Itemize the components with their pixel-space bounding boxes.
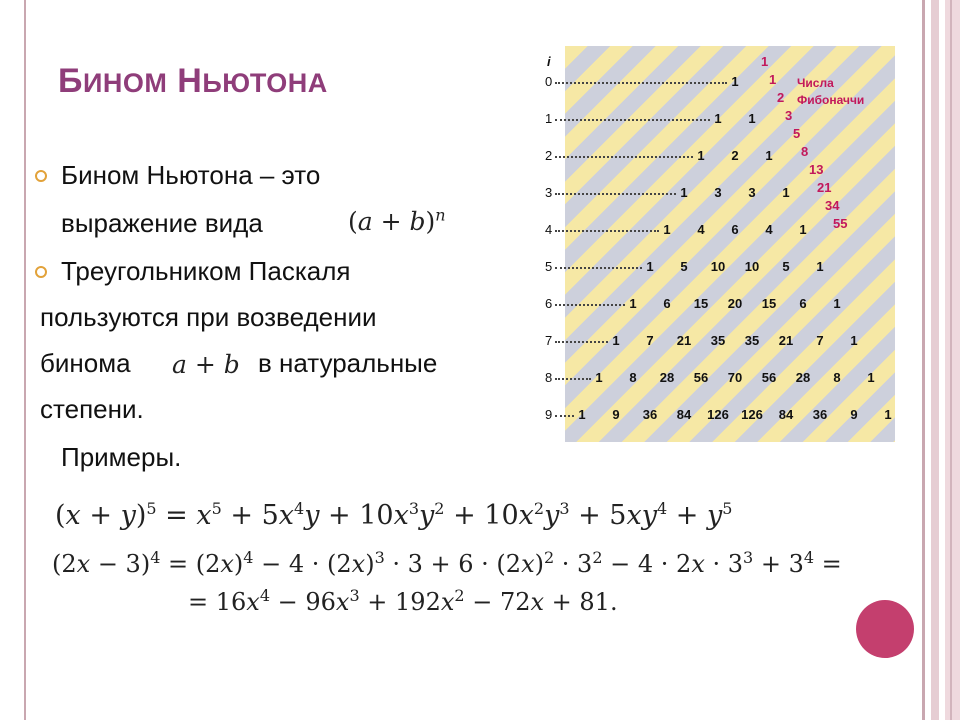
dotted-leader xyxy=(555,341,608,343)
bullet2-line2: пользуются при возведении xyxy=(40,302,377,332)
pascal-number: 4 xyxy=(765,222,773,237)
slide-title xyxy=(58,62,328,101)
examples-label: Примеры. xyxy=(61,442,182,472)
pascal-number: 1 xyxy=(884,407,892,422)
row-index: 9 xyxy=(545,407,553,422)
pascal-number: 1 xyxy=(714,111,722,126)
pascal-number: 1 xyxy=(629,296,637,311)
dotted-leader xyxy=(555,267,642,269)
row-index-header: i xyxy=(547,54,551,69)
bullet2-line3-binom: бинома xyxy=(40,348,131,378)
pascal-number: 1 xyxy=(765,148,773,163)
fibonacci-number: 1 xyxy=(761,54,769,69)
bullet-icon xyxy=(35,170,47,182)
frame-line-right-outer xyxy=(950,0,952,720)
row-index: 4 xyxy=(545,222,553,237)
pascal-number: 35 xyxy=(744,333,760,348)
pascal-number: 21 xyxy=(676,333,692,348)
bullet2-line3-natural: в натуральные xyxy=(258,348,438,378)
fibonacci-number: 21 xyxy=(817,180,832,195)
row-index: 8 xyxy=(545,370,553,385)
pascal-number: 10 xyxy=(744,259,760,274)
bullet-icon xyxy=(35,266,47,278)
pascal-number: 84 xyxy=(676,407,692,422)
dotted-leader xyxy=(555,230,659,232)
pascal-number: 6 xyxy=(663,296,671,311)
title-cap-1: Б xyxy=(58,62,83,100)
pascal-number: 1 xyxy=(595,370,603,385)
row-index: 7 xyxy=(545,333,553,348)
pascal-number: 1 xyxy=(867,370,875,385)
bullet2-line4: степени. xyxy=(40,394,144,424)
pascal-number: 5 xyxy=(782,259,790,274)
row-index: 5 xyxy=(545,259,553,274)
pascal-number: 1 xyxy=(697,148,705,163)
fibonacci-number: 2 xyxy=(777,90,785,105)
pascal-number: 7 xyxy=(646,333,654,348)
fibonacci-caption-2: Фибоначчи xyxy=(797,93,865,107)
pascal-number: 4 xyxy=(697,222,705,237)
pascal-number: 8 xyxy=(629,370,637,385)
pascal-number: 1 xyxy=(850,333,858,348)
pascal-triangle-figure xyxy=(535,40,895,442)
pascal-number: 1 xyxy=(646,259,654,274)
pascal-number: 1 xyxy=(612,333,620,348)
pascal-number: 1 xyxy=(663,222,671,237)
dotted-leader xyxy=(555,156,693,158)
row-index: 0 xyxy=(545,74,553,89)
dotted-leader xyxy=(555,119,710,121)
pascal-number: 56 xyxy=(761,370,777,385)
pascal-number: 20 xyxy=(727,296,743,311)
pascal-number: 15 xyxy=(693,296,709,311)
dotted-leader xyxy=(555,193,676,195)
fibonacci-number: 34 xyxy=(825,198,840,213)
pascal-number: 36 xyxy=(812,407,828,422)
frame-line-right xyxy=(922,0,925,720)
pascal-number: 28 xyxy=(795,370,811,385)
frame-band-right xyxy=(931,0,939,720)
formula-example-1: $(x + y)^5 = x^5 + 5x^4y + 10x^3y^2 + 10x^2y^3 + 5xy^4 + y^5$ xyxy=(55,499,733,531)
bullet2-line1: Треугольником Паскаля xyxy=(61,256,351,286)
fibonacci-number: 13 xyxy=(809,162,824,177)
fibonacci-number: 3 xyxy=(785,108,793,123)
row-index: 1 xyxy=(545,111,553,126)
row-index: 3 xyxy=(545,185,553,200)
pascal-number: 7 xyxy=(816,333,824,348)
pascal-number: 21 xyxy=(778,333,794,348)
frame-line-left xyxy=(24,0,26,720)
pascal-number: 5 xyxy=(680,259,688,274)
frame-band-right-outer xyxy=(945,0,960,720)
decorative-circle xyxy=(856,600,914,658)
pascal-number: 2 xyxy=(731,148,739,163)
pascal-content xyxy=(535,40,895,442)
title-rest-1: ИНОМ xyxy=(82,68,168,98)
formula-example-2-line2: = $16x^4 - 96x^3 + 192x^2 - 72x + 81$. xyxy=(188,586,618,616)
pascal-number: 28 xyxy=(659,370,675,385)
pascal-number: 1 xyxy=(680,185,688,200)
fibonacci-number: 8 xyxy=(801,144,809,159)
pascal-number: 1 xyxy=(748,111,756,126)
fibonacci-number: 1 xyxy=(769,72,777,87)
pascal-number: 35 xyxy=(710,333,726,348)
title-cap-2: Н xyxy=(177,62,203,100)
formula-a-plus-b: a + b xyxy=(172,350,240,379)
fibonacci-number: 5 xyxy=(793,126,801,141)
title-rest-2: ЬЮТОНА xyxy=(202,68,328,98)
pascal-number: 6 xyxy=(799,296,807,311)
row-index: 6 xyxy=(545,296,553,311)
pascal-number: 9 xyxy=(850,407,858,422)
bullet1-line1: Бином Ньютона – это xyxy=(61,160,321,190)
pascal-number: 3 xyxy=(714,185,722,200)
pascal-number: 84 xyxy=(778,407,794,422)
pascal-number: 1 xyxy=(799,222,807,237)
pascal-number: 1 xyxy=(833,296,841,311)
pascal-number: 1 xyxy=(782,185,790,200)
formula-example-2-line1: $(2x - 3)^4 = (2x)^4 - 4 \cdot (2x)^3 \cdot 3 + 6 \cdot (2x)^2 \cdot 3^2 - 4 \cdot 2x \cdot 3^3 + 3^4$ = xyxy=(52,548,842,578)
pascal-number: 9 xyxy=(612,407,620,422)
fibonacci-number: 55 xyxy=(833,216,848,231)
pascal-number: 126 xyxy=(707,407,729,422)
pascal-number: 15 xyxy=(761,296,777,311)
pascal-number: 3 xyxy=(748,185,756,200)
pascal-number: 36 xyxy=(642,407,658,422)
dotted-leader xyxy=(555,82,727,84)
pascal-number: 56 xyxy=(693,370,709,385)
pascal-number: 1 xyxy=(731,74,739,89)
pascal-number: 1 xyxy=(578,407,586,422)
bullet1-line2: выражение вида xyxy=(61,208,263,238)
pascal-number: 8 xyxy=(833,370,841,385)
dotted-leader xyxy=(555,304,625,306)
pascal-number: 6 xyxy=(731,222,739,237)
formula-a-plus-b-pow-n: $(a + b)^n$ xyxy=(348,205,446,236)
fibonacci-caption-1: Числа xyxy=(797,76,834,90)
pascal-number: 126 xyxy=(741,407,763,422)
row-index: 2 xyxy=(545,148,553,163)
pascal-number: 70 xyxy=(727,370,743,385)
pascal-number: 10 xyxy=(710,259,726,274)
pascal-number: 1 xyxy=(816,259,824,274)
